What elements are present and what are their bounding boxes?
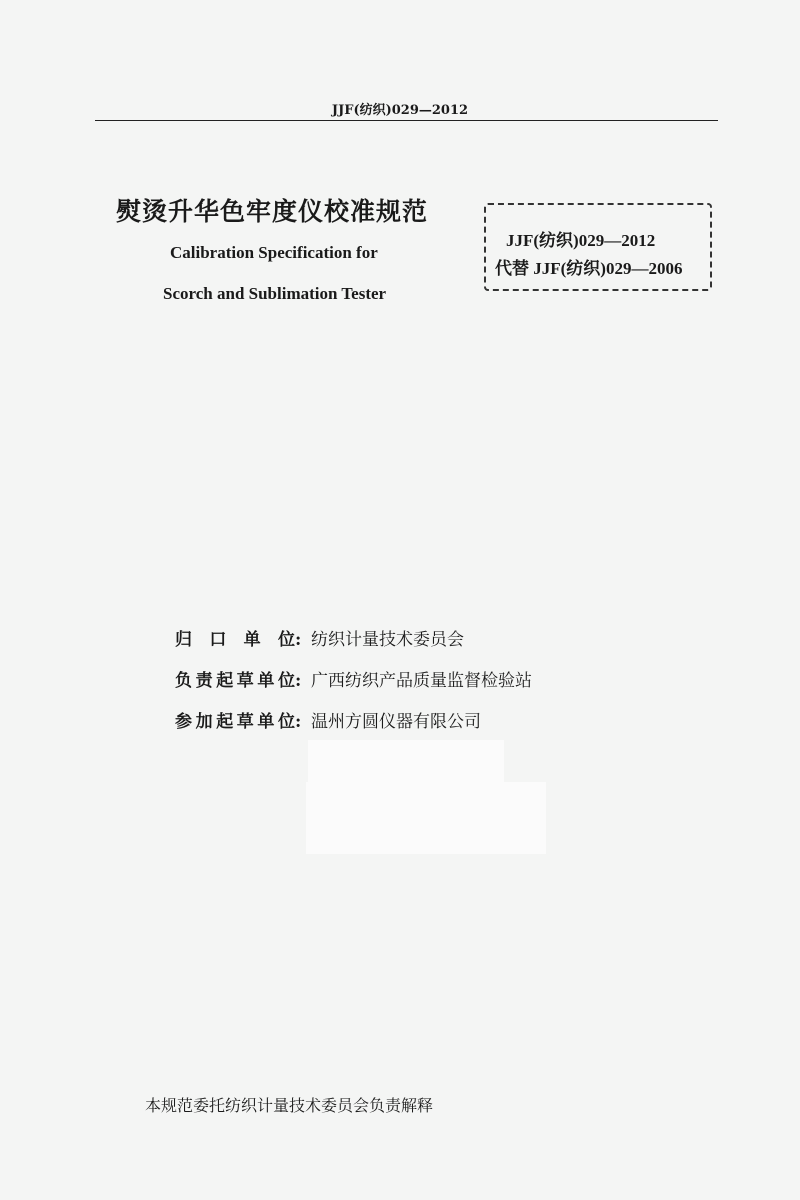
blank-area xyxy=(308,740,504,782)
org-row-drafting xyxy=(175,666,532,691)
org-label: 负责起草单位 xyxy=(175,671,295,691)
standard-code-box xyxy=(484,203,712,291)
current-code: JJF(纺织)029—2012 xyxy=(506,231,656,250)
title-chinese: 熨烫升华色牢度仪校准规范 xyxy=(116,197,429,226)
org-colon: : xyxy=(295,671,302,691)
header-standard-code: JJF(纺织)029—2012 xyxy=(331,103,469,118)
org-value: 纺织计量技术委员会 xyxy=(311,630,464,650)
title-english-line2: Scorch and Sublimation Tester xyxy=(163,284,387,303)
org-label: 归口单位 xyxy=(175,630,295,650)
org-label: 参加起草单位 xyxy=(175,712,295,732)
org-value: 温州方圆仪器有限公司 xyxy=(311,712,481,732)
org-colon: : xyxy=(295,712,302,732)
footer-note: 本规范委托纺织计量技术委员会负责解释 xyxy=(145,1096,434,1115)
header-divider xyxy=(95,120,718,121)
org-row-participating xyxy=(175,707,481,732)
replaced-code: 代替 JJF(纺织)029—2006 xyxy=(495,259,683,278)
org-row-responsible xyxy=(175,625,464,650)
org-colon: : xyxy=(295,630,302,650)
org-value: 广西纺织产品质量监督检验站 xyxy=(311,671,532,691)
title-english-line1: Calibration Specification for xyxy=(170,243,378,262)
blank-area xyxy=(306,782,546,854)
